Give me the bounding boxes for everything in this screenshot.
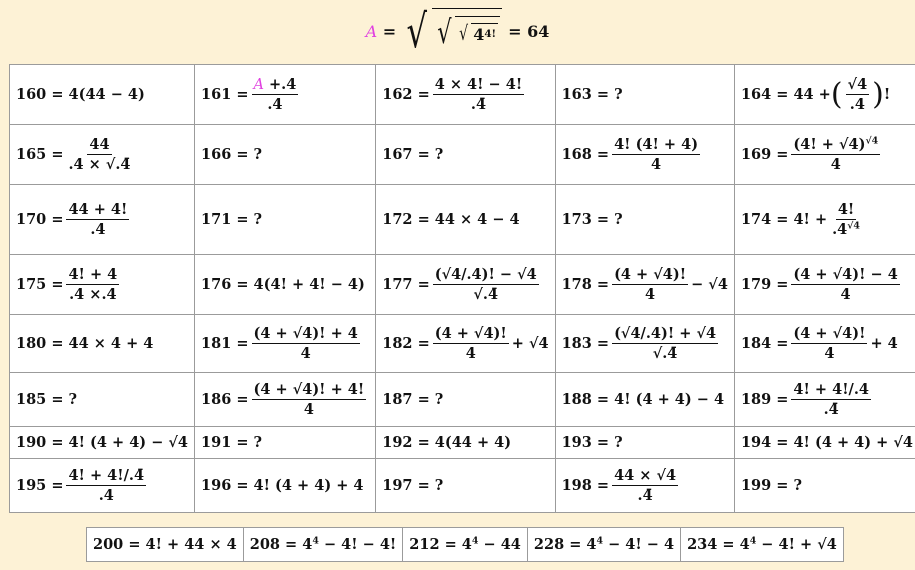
cell-181: 181 = $\frac{(4 + √4)! + 4}{4}$ xyxy=(195,315,376,373)
extra-equations xyxy=(86,527,844,562)
cell-196: 196 = 4! (4 + 4) + 4 xyxy=(195,459,376,513)
cell-193: 193 = ? xyxy=(555,427,734,459)
cell-177: 177 = $\frac{(√4/.4)! - √4}{√.4̄}$ xyxy=(376,255,555,315)
cell-168: 168 = $\frac{4! (4! + 4)}{4}$ xyxy=(555,125,734,185)
table-row xyxy=(10,373,915,427)
cell-234: $234 = 4^4 - 4$! + √4 xyxy=(681,528,844,562)
cell-199: 199 = ? xyxy=(734,459,915,513)
table-row xyxy=(10,459,915,513)
cell-175: 175 = $\frac{4! + 4}{.4 \times.4}$ xyxy=(10,255,195,315)
cell-166: 166 = ? xyxy=(195,125,376,185)
table-row xyxy=(10,185,915,255)
cell-176: 176 = 4(4! + 4! − 4) xyxy=(195,255,376,315)
table-row xyxy=(10,315,915,373)
table-row xyxy=(10,65,915,125)
cell-189: 189 = $\frac{4! + 4!/.4}{.4̄}$ xyxy=(734,373,915,427)
title-equation xyxy=(0,0,915,62)
cell-192: 192 = 4(44 + 4) xyxy=(376,427,555,459)
table-row xyxy=(10,255,915,315)
cell-170: 170 = $\frac{44 + 4!}{.4}$ xyxy=(10,185,195,255)
cell-163: 163 = ? xyxy=(555,65,734,125)
equals-sign: = xyxy=(377,21,402,41)
middle-radical: √ √ 4 4! xyxy=(434,16,500,48)
cell-185: 185 = ? xyxy=(10,373,195,427)
cell-191: 191 = ? xyxy=(195,427,376,459)
cell-186: 186 = $\frac{(4 + √4)! + 4!}{4}$ xyxy=(195,373,376,427)
table-row xyxy=(10,125,915,185)
cell-172: 172 = 44 × 4 − 4 xyxy=(376,185,555,255)
table-row xyxy=(87,528,844,562)
cell-212: $212 = 4^4 - 44$ xyxy=(403,528,528,562)
cell-164: 164 = 44 + ( $\frac{√4}{.4}$ ) ! xyxy=(734,65,915,125)
cell-198: 198 = $\frac{44 \times √4}{.4̄}$ xyxy=(555,459,734,513)
cell-180: 180 = 44 × 4 + 4 xyxy=(10,315,195,373)
cell-184: 184 = $\frac{(4 + √4)!}{4}$ + 4 xyxy=(734,315,915,373)
variable-a: A xyxy=(365,21,378,41)
outer-radical: √ √ √ 4 4! xyxy=(402,8,502,54)
cell-173: 173 = ? xyxy=(555,185,734,255)
cell-187: 187 = ? xyxy=(376,373,555,427)
cell-208: $208 = 4^4 - 4$! − 4! xyxy=(243,528,403,562)
cell-183: 183 = $\frac{(√4/.4)! + √4}{√.4̄}$ xyxy=(555,315,734,373)
cell-162: 162 = $\frac{4 \times 4! - 4!}{.4̄}$ xyxy=(376,65,555,125)
cell-179: 179 = $\frac{(4 + √4)! - 4}{4}$ xyxy=(734,255,915,315)
cell-171: 171 = ? xyxy=(195,185,376,255)
equation-result: = 64 xyxy=(508,21,550,41)
cell-228: $228 = 4^4 - 4$! − 4 xyxy=(527,528,680,562)
cell-188: 188 = 4! (4 + 4) − 4 xyxy=(555,373,734,427)
table-row xyxy=(10,427,915,459)
cell-197: 197 = ? xyxy=(376,459,555,513)
cell-178: 178 = $\frac{(4 + √4)!}{4}$ − √4 xyxy=(555,255,734,315)
cell-194: 194 = 4! (4 + 4) + √4 xyxy=(734,427,915,459)
power-base: 4 xyxy=(473,24,485,44)
cell-174: 174 = 4! + $\frac{4!}{.4^{√4}}$ xyxy=(734,185,915,255)
cell-167: 167 = ? xyxy=(376,125,555,185)
cell-169: 169 = $\frac{(4! + √4)^{√4}}{4}$ xyxy=(734,125,915,185)
cell-195: 195 = $\frac{4! + 4!/.4̄}{.4}$ xyxy=(10,459,195,513)
inner-radical: √ 4 4! xyxy=(459,20,497,45)
cell-160: 160 = 4(44 − 4) xyxy=(10,65,195,125)
cell-161: 161 = $\frac{A +.4}{.4}$ xyxy=(195,65,376,125)
cell-165: 165 = $\frac{44}{.4 \times √.4̄}$ xyxy=(10,125,195,185)
cell-182: 182 = $\frac{(4 + √4)!}{4}$ + √4 xyxy=(376,315,555,373)
cell-200: 200 = 4! + 44 × 4 xyxy=(87,528,244,562)
equation-table xyxy=(9,64,915,513)
cell-190: 190 = 4! (4 + 4) − √4 xyxy=(10,427,195,459)
